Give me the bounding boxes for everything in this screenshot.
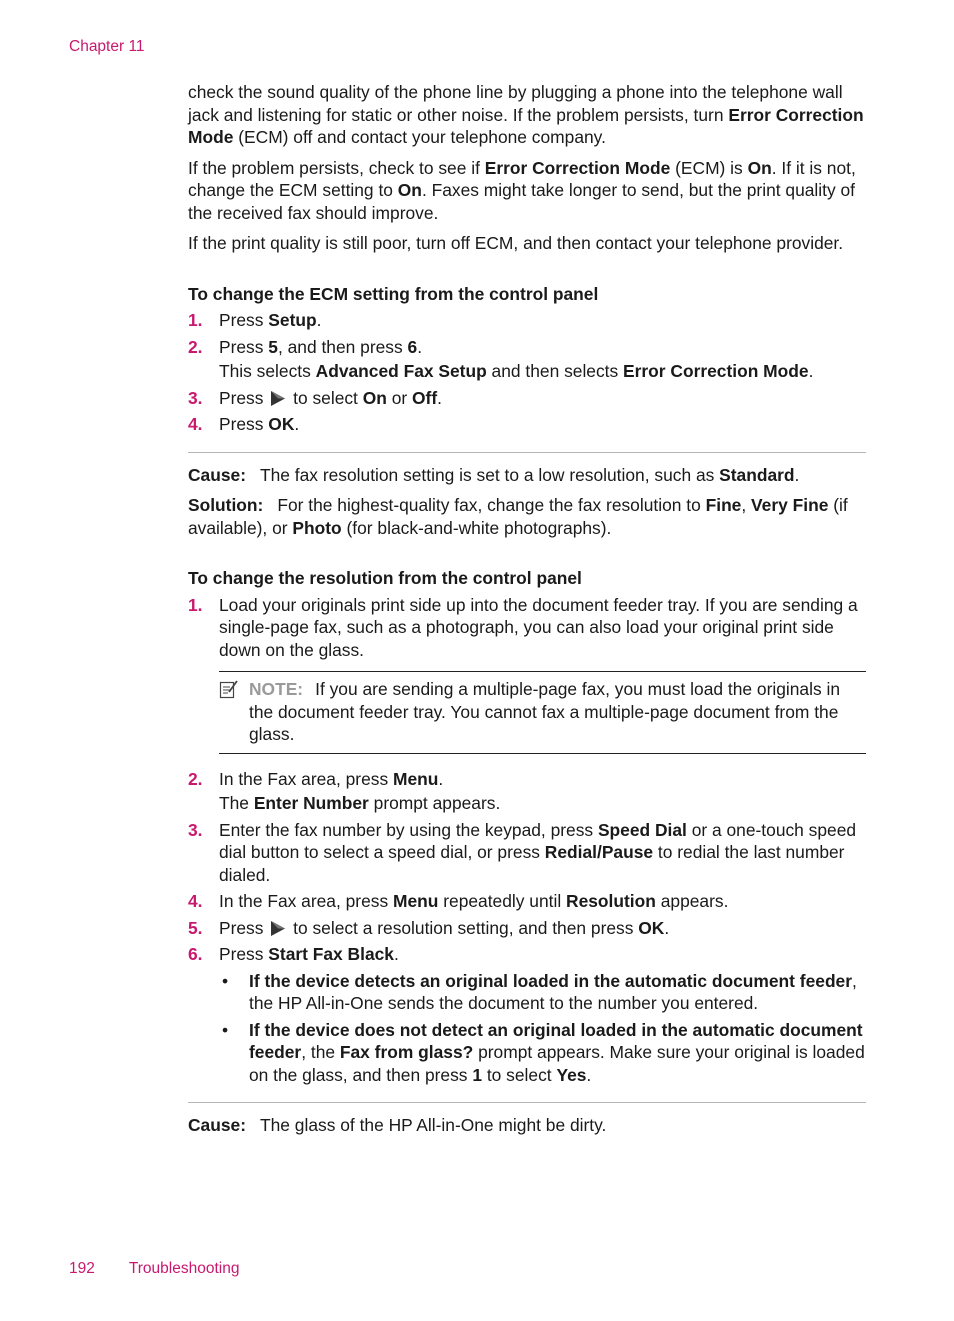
resolution-step-1: 1. Load your originals print side up into the document feeder tray. If you are sending a single-page fax, such as a photograph, you can also load your original print side down on the glass.: [188, 594, 858, 660]
cause-dirty-glass: Cause: The glass of the HP All-in-One might be dirty.: [188, 1115, 607, 1135]
solution-resolution: Solution: For the highest-quality fax, change the fax resolution to Fine, Very Fine (if available), or Photo (for black-and-white photographs).: [188, 495, 848, 538]
section-divider: [188, 452, 866, 453]
ecm-step-2-detail: This selects Advanced Fax Setup and then selects Error Correction Mode.: [219, 361, 814, 381]
ecm-steps-list: [188, 309, 866, 436]
page-content: [188, 81, 866, 1145]
note-box: [219, 671, 866, 754]
resolution-step-5: 5. Press to select a resolution setting, and then press OK.: [188, 917, 670, 938]
resolution-step-3: 3. Enter the fax number by using the keypad, press Speed Dial or a one-touch speed dial button to select a speed dial, or press Redial/Pause to redial the last number dialed.: [188, 819, 857, 885]
resolution-steps-list-continued: [188, 768, 866, 1087]
right-arrow-icon: [270, 390, 286, 407]
footer-section-name: Troubleshooting: [128, 1260, 240, 1277]
note-pencil-icon: [219, 679, 239, 699]
bullet-item: • If the device detects an original loaded in the automatic document feeder, the HP All-in-One sends the document to the number you entered.: [222, 970, 857, 1013]
step-6-bullets: [219, 970, 866, 1087]
intro-paragraph-2: If the problem persists, check to see if Error Correction Mode (ECM) is On. If it is not, change the ECM setting to On. Faxes might take longer to send, but the print quality of the received fax should improve.: [188, 157, 856, 223]
ecm-step-2: 2. Press 5, and then press 6. This selects Advanced Fax Setup and then selects Error Correction Mode.: [188, 336, 866, 383]
cause-resolution: Cause: The fax resolution setting is set to a low resolution, such as Standard.: [188, 464, 800, 485]
resolution-step-6: 6. Press Start Fax Black. • If the device detects an original loaded in the automatic document feeder, the HP All-in-One sends the document to the number you entered. • If the device does not detect an original loaded in the automatic document feeder, the Fax from glass? prompt appears. Make sure your original is loaded on the glass, and then press 1 to select Yes.: [188, 944, 865, 1085]
note-label: NOTE:: [249, 679, 304, 699]
page-number: 192: [69, 1260, 95, 1277]
ecm-step-4: 4. Press OK.: [188, 414, 300, 434]
chapter-header: Chapter 11: [69, 38, 145, 55]
bullet-item: • If the device does not detect an original loaded in the automatic document feeder, the Fax from glass? prompt appears. Make sure your original is loaded on the glass, and then press 1 to select Yes.: [222, 1019, 865, 1085]
intro-paragraph-3: If the print quality is still poor, turn off ECM, and then contact your telephone provider.: [188, 233, 844, 253]
page-footer: [69, 1258, 273, 1281]
note-text: If you are sending a multiple-page fax, you must load the originals in the document feeder tray. You cannot fax a multiple-page document from the glass.: [249, 679, 841, 744]
section-divider: [188, 1102, 866, 1103]
resolution-section-heading: To change the resolution from the control panel: [188, 568, 582, 588]
ecm-section-heading: To change the ECM setting from the control panel: [188, 283, 599, 304]
resolution-step-2: 2. In the Fax area, press Menu. The Enter Number prompt appears.: [188, 768, 866, 815]
intro-paragraph-1: check the sound quality of the phone line by plugging a phone into the telephone wall jack and listening for static or other noise. If the problem persists, turn Error Correction Mode (ECM) off and contact your telephone company.: [188, 82, 864, 147]
ecm-step-1: 1. Press Setup.: [188, 310, 322, 330]
ecm-step-3: 3. Press to select On or Off.: [188, 387, 442, 408]
right-arrow-icon: [270, 920, 286, 937]
resolution-step-2-detail: The Enter Number prompt appears.: [219, 793, 501, 813]
resolution-step-4: 4. In the Fax area, press Menu repeatedly until Resolution appears.: [188, 891, 729, 911]
resolution-steps-list: [188, 594, 866, 662]
